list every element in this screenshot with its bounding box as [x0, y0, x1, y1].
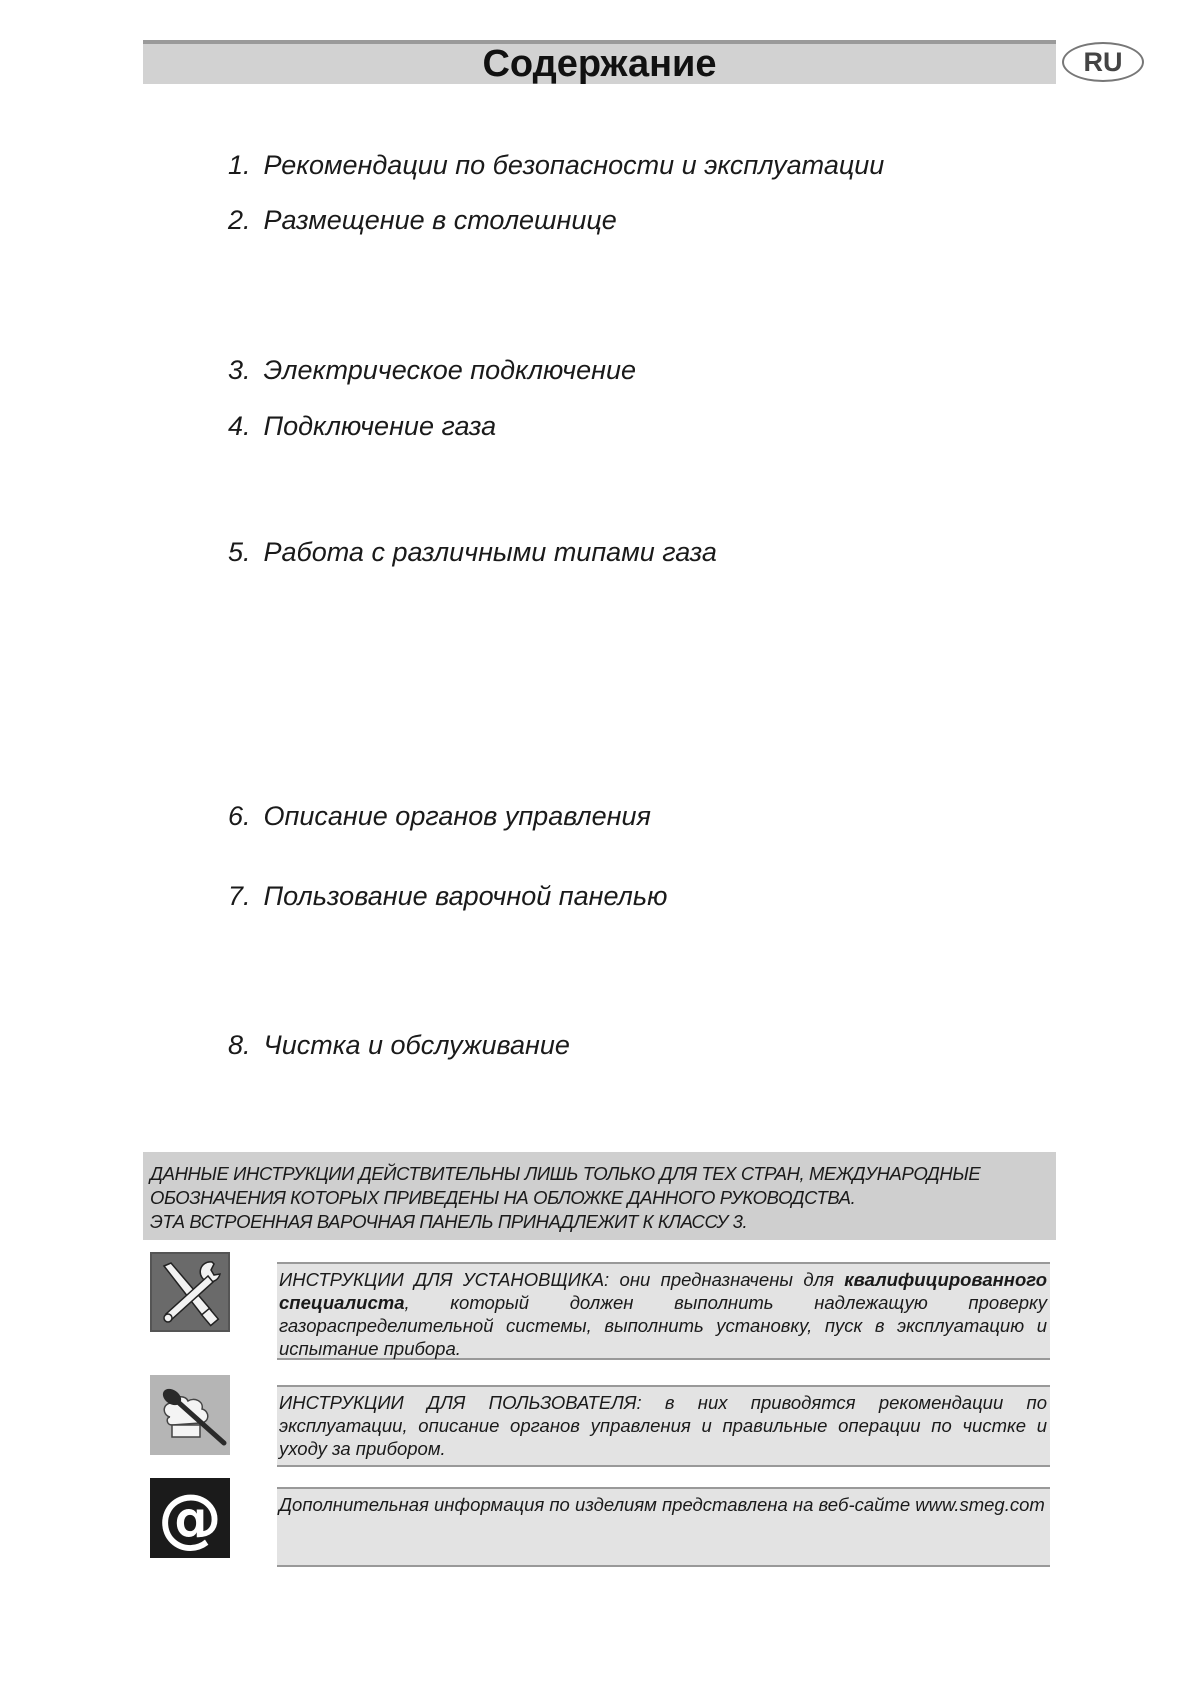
web-info — [277, 1487, 1050, 1567]
at-sign-icon — [150, 1478, 230, 1558]
user-text: ИНСТРУКЦИИ ДЛЯ ПОЛЬЗОВАТЕЛЯ: в них приводятся рекомендации по эксплуатации, описание органов управления и правильные операции по чистке и уходу за прибором. — [279, 1392, 1047, 1459]
installer-bold: квалифицированного специалиста — [279, 1269, 1047, 1313]
toc-item[interactable] — [228, 411, 496, 442]
toc-item-number: 1. — [228, 150, 251, 180]
installer-lead: ИНСТРУКЦИИ ДЛЯ УСТАНОВЩИКА: они предназначены для — [279, 1269, 834, 1290]
notice-line: ЭТА ВСТРОЕННАЯ ВАРОЧНАЯ ПАНЕЛЬ ПРИНАДЛЕЖИТ К КЛАССУ 3. — [150, 1211, 748, 1232]
web-text: Дополнительная информация по изделиям представлена на веб-сайте www.smeg.com — [279, 1494, 1045, 1515]
toc-item-number: 6. — [228, 801, 251, 831]
notice-line: ДАННЫЕ ИНСТРУКЦИИ ДЕЙСТВИТЕЛЬНЫ ЛИШЬ ТОЛЬКО ДЛЯ ТЕХ СТРАН, МЕЖДУНАРОДНЫЕ — [150, 1163, 981, 1184]
toc-item-label: Пользование варочной панелью — [263, 881, 668, 911]
toc-item[interactable] — [228, 881, 667, 912]
installer-instructions — [277, 1262, 1050, 1360]
svg-text:@: @ — [158, 1482, 222, 1556]
toc-item[interactable] — [228, 1030, 570, 1061]
toc-item[interactable] — [228, 355, 636, 386]
toc-item-number: 5. — [228, 537, 251, 567]
toc-item-number: 8. — [228, 1030, 251, 1060]
toc-item-label: Электрическое подключение — [263, 355, 636, 385]
toc-item[interactable] — [228, 537, 717, 568]
page-title: Содержание — [482, 43, 717, 85]
toc-item-number: 4. — [228, 411, 251, 441]
title-bar — [143, 40, 1056, 84]
spoon-icon — [150, 1375, 230, 1455]
toc-item[interactable] — [228, 150, 884, 181]
language-badge: RU — [1062, 42, 1144, 82]
toc-item-label: Рекомендации по безопасности и эксплуатации — [263, 150, 885, 180]
installer-rest: , который должен выполнить надлежащую проверку газораспределительной системы, выполнить установку, пуск в эксплуатацию и испытание прибора. — [279, 1292, 1047, 1359]
toc-item-number: 2. — [228, 205, 251, 235]
toc-item[interactable] — [228, 205, 617, 236]
toc-item-label: Размещение в столешнице — [263, 205, 617, 235]
toc-item-number: 3. — [228, 355, 251, 385]
user-instructions — [277, 1385, 1050, 1467]
toc-item-label: Чистка и обслуживание — [263, 1030, 570, 1060]
tools-icon — [150, 1252, 230, 1332]
toc-item[interactable] — [228, 801, 651, 832]
notice-line: ОБОЗНАЧЕНИЯ КОТОРЫХ ПРИВЕДЕНЫ НА ОБЛОЖКЕ ДАННОГО РУКОВОДСТВА. — [150, 1187, 856, 1208]
toc-item-label: Подключение газа — [263, 411, 497, 441]
toc-item-label: Описание органов управления — [263, 801, 651, 831]
toc-item-number: 7. — [228, 881, 251, 911]
toc-item-label: Работа с различными типами газа — [263, 537, 717, 567]
validity-notice — [143, 1152, 1056, 1240]
